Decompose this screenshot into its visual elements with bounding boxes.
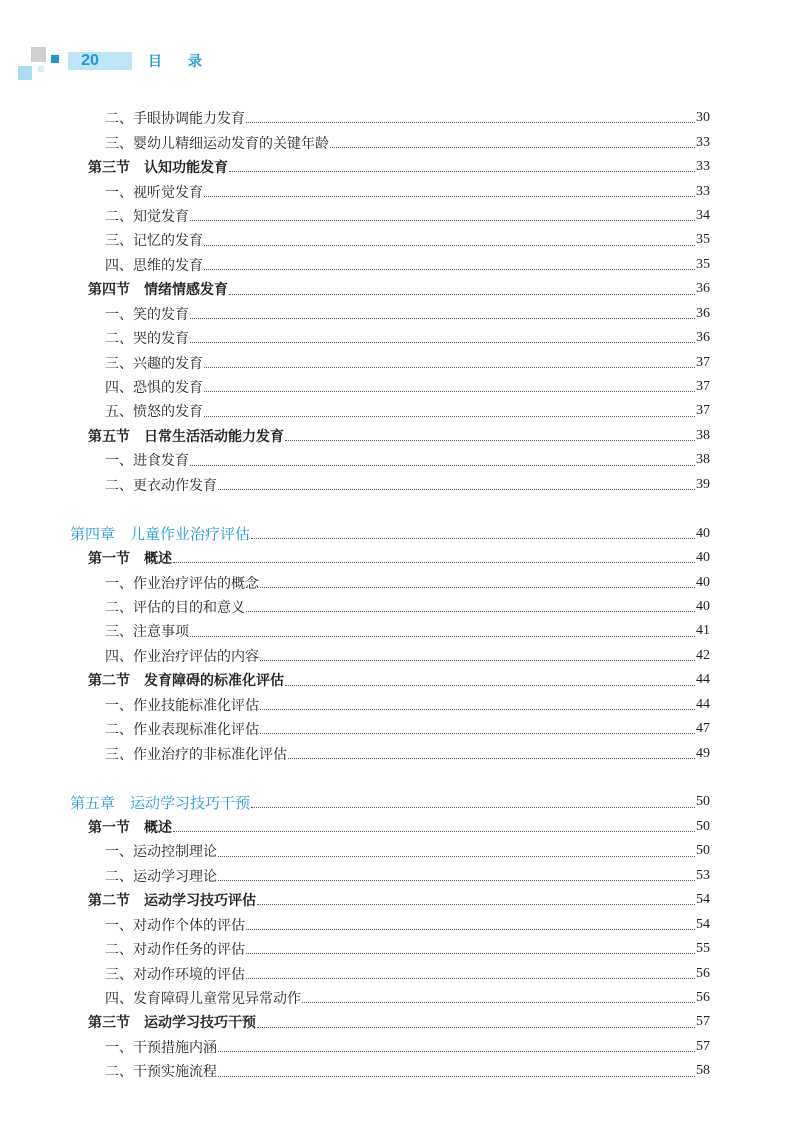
toc-entry-title: 四、发育障碍儿童常见异常动作 <box>105 991 301 1007</box>
toc-item-entry <box>0 228 800 252</box>
toc-item-entry <box>0 106 800 130</box>
toc-entry-title: 一、进食发育 <box>105 454 189 470</box>
toc-item-entry <box>0 1035 800 1059</box>
toc-entry-title: 第二节 发育障碍的标准化评估 <box>88 674 284 690</box>
toc-entry-title: 四、作业治疗评估的内容 <box>105 649 259 665</box>
leader-dots <box>260 587 695 588</box>
toc-entry-page-number: 33 <box>696 134 710 150</box>
toc-item-entry <box>0 302 800 326</box>
leader-dots <box>251 538 695 539</box>
toc-entry-title: 一、笑的发育 <box>105 307 189 323</box>
toc-entry-page-number: 53 <box>696 867 710 883</box>
toc-entry-page-number: 54 <box>696 916 710 932</box>
leader-dots <box>246 122 695 123</box>
table-of-contents <box>0 106 800 1084</box>
leader-dots <box>218 880 695 881</box>
toc-entry-title: 第三节 运动学习技巧干预 <box>88 1016 256 1032</box>
toc-entry-page-number: 33 <box>696 159 710 175</box>
toc-entry-page-number: 35 <box>696 256 710 272</box>
toc-entry-title: 二、运动学习理论 <box>105 869 217 885</box>
toc-entry-title: 二、哭的发育 <box>105 332 189 348</box>
toc-entry-page-number: 40 <box>696 574 710 590</box>
toc-entry-page-number: 37 <box>696 379 710 395</box>
toc-entry-title: 第五节 日常生活活动能力发育 <box>88 429 284 445</box>
leader-dots <box>302 1002 695 1003</box>
toc-section-entry <box>0 424 800 448</box>
toc-chapter-entry <box>0 521 800 545</box>
toc-item-entry <box>0 326 800 350</box>
toc-item-entry <box>0 839 800 863</box>
leader-dots <box>190 342 695 343</box>
toc-section-entry <box>0 1010 800 1034</box>
toc-item-entry <box>0 717 800 741</box>
toc-entry-title: 四、恐惧的发育 <box>105 381 203 397</box>
leader-dots <box>229 294 695 295</box>
toc-entry-title: 一、对动作个体的评估 <box>105 918 245 934</box>
toc-item-entry <box>0 448 800 472</box>
toc-item-entry <box>0 350 800 374</box>
leader-dots <box>204 245 695 246</box>
toc-item-entry <box>0 937 800 961</box>
toc-entry-page-number: 54 <box>696 892 710 908</box>
toc-entry-page-number: 36 <box>696 281 710 297</box>
toc-entry-title: 三、注意事项 <box>105 625 189 641</box>
toc-entry-page-number: 50 <box>696 843 710 859</box>
toc-item-entry <box>0 912 800 936</box>
leader-dots <box>257 904 695 905</box>
toc-entry-title: 第一节 概述 <box>88 820 172 836</box>
toc-entry-page-number: 55 <box>696 941 710 957</box>
toc-item-entry <box>0 570 800 594</box>
leader-dots <box>285 685 695 686</box>
header-decor-blue-square <box>51 55 59 63</box>
header-decor-light-square <box>18 66 32 80</box>
leader-dots <box>285 440 695 441</box>
toc-entry-title: 一、干预措施内涵 <box>105 1040 217 1056</box>
leader-dots <box>257 1027 695 1028</box>
leader-dots <box>246 978 695 979</box>
toc-section-entry <box>0 277 800 301</box>
toc-entry-title: 一、视听觉发育 <box>105 185 203 201</box>
leader-dots <box>218 856 695 857</box>
toc-entry-title: 三、作业治疗的非标准化评估 <box>105 747 287 763</box>
leader-dots <box>173 831 695 832</box>
toc-entry-title: 三、对动作环境的评估 <box>105 967 245 983</box>
leader-dots <box>246 929 695 930</box>
toc-entry-title: 二、干预实施流程 <box>105 1065 217 1081</box>
leader-dots <box>204 269 695 270</box>
toc-item-entry <box>0 595 800 619</box>
leader-dots <box>330 147 695 148</box>
toc-section-entry <box>0 888 800 912</box>
toc-entry-page-number: 33 <box>696 183 710 199</box>
toc-entry-title: 一、运动控制理论 <box>105 845 217 861</box>
toc-item-entry <box>0 204 800 228</box>
leader-dots <box>218 1076 695 1077</box>
toc-entry-page-number: 40 <box>696 598 710 614</box>
toc-item-entry <box>0 741 800 765</box>
toc-entry-title: 二、知觉发育 <box>105 209 189 225</box>
toc-item-entry <box>0 375 800 399</box>
toc-item-entry <box>0 179 800 203</box>
toc-entry-title: 四、思维的发育 <box>105 258 203 274</box>
leader-dots <box>260 660 695 661</box>
toc-item-entry <box>0 399 800 423</box>
header-decor-gray-square <box>31 47 46 62</box>
toc-entry-page-number: 34 <box>696 207 710 223</box>
toc-entry-page-number: 56 <box>696 965 710 981</box>
leader-dots <box>260 709 695 710</box>
toc-entry-page-number: 38 <box>696 427 710 443</box>
toc-entry-title: 第三节 认知功能发育 <box>88 161 228 177</box>
toc-entry-page-number: 44 <box>696 672 710 688</box>
toc-entry-page-number: 39 <box>696 476 710 492</box>
toc-section-entry <box>0 668 800 692</box>
toc-entry-page-number: 40 <box>696 550 710 566</box>
toc-item-entry <box>0 253 800 277</box>
toc-entry-page-number: 42 <box>696 647 710 663</box>
leader-dots <box>260 733 695 734</box>
toc-entry-page-number: 36 <box>696 305 710 321</box>
toc-entry-page-number: 49 <box>696 745 710 761</box>
toc-entry-title: 第一节 概述 <box>88 552 172 568</box>
toc-section-entry <box>0 155 800 179</box>
leader-dots <box>218 489 695 490</box>
leader-dots <box>288 758 695 759</box>
toc-entry-title: 三、记忆的发育 <box>105 234 203 250</box>
toc-entry-page-number: 56 <box>696 989 710 1005</box>
toc-section-entry <box>0 815 800 839</box>
leader-dots <box>204 391 695 392</box>
toc-entry-title: 第五章 运动学习技巧干预 <box>70 794 251 812</box>
toc-entry-page-number: 36 <box>696 330 710 346</box>
toc-entry-page-number: 47 <box>696 721 710 737</box>
leader-dots <box>190 465 695 466</box>
toc-item-entry <box>0 473 800 497</box>
toc-entry-title: 二、更衣动作发育 <box>105 478 217 494</box>
toc-entry-title: 三、兴趣的发育 <box>105 356 203 372</box>
toc-item-entry <box>0 130 800 154</box>
toc-entry-title: 五、愤怒的发育 <box>105 405 203 421</box>
toc-entry-title: 第四节 情绪情感发育 <box>88 283 228 299</box>
toc-entry-page-number: 37 <box>696 403 710 419</box>
toc-entry-title: 一、作业治疗评估的概念 <box>105 576 259 592</box>
toc-entry-page-number: 57 <box>696 1038 710 1054</box>
leader-dots <box>246 953 695 954</box>
toc-entry-page-number: 50 <box>696 794 710 810</box>
toc-item-entry <box>0 961 800 985</box>
leader-dots <box>229 171 695 172</box>
toc-entry-title: 二、对动作任务的评估 <box>105 943 245 959</box>
toc-item-entry <box>0 619 800 643</box>
page-title: 目 录 <box>148 53 208 69</box>
toc-entry-title: 二、手眼协调能力发育 <box>105 112 245 128</box>
leader-dots <box>173 562 695 563</box>
toc-entry-page-number: 57 <box>696 1014 710 1030</box>
toc-entry-page-number: 58 <box>696 1063 710 1079</box>
toc-entry-title: 二、评估的目的和意义 <box>105 600 245 616</box>
toc-entry-page-number: 38 <box>696 452 710 468</box>
toc-entry-title: 第二节 运动学习技巧评估 <box>88 894 256 910</box>
toc-entry-title: 三、婴幼儿精细运动发育的关键年龄 <box>105 136 329 152</box>
leader-dots <box>218 1051 695 1052</box>
toc-entry-title: 第四章 儿童作业治疗评估 <box>70 526 251 544</box>
toc-entry-page-number: 37 <box>696 354 710 370</box>
toc-item-entry <box>0 644 800 668</box>
page-number: 20 <box>81 52 99 69</box>
toc-entry-page-number: 40 <box>696 525 710 541</box>
toc-item-entry <box>0 864 800 888</box>
toc-entry-page-number: 35 <box>696 232 710 248</box>
leader-dots <box>190 636 695 637</box>
toc-entry-title: 一、作业技能标准化评估 <box>105 698 259 714</box>
toc-entry-page-number: 30 <box>696 110 710 126</box>
toc-entry-page-number: 41 <box>696 623 710 639</box>
leader-dots <box>190 318 695 319</box>
toc-entry-page-number: 44 <box>696 696 710 712</box>
toc-entry-title: 二、作业表现标准化评估 <box>105 723 259 739</box>
toc-item-entry <box>0 1059 800 1083</box>
toc-chapter-entry <box>0 790 800 814</box>
toc-item-entry <box>0 693 800 717</box>
leader-dots <box>246 611 695 612</box>
toc-item-entry <box>0 986 800 1010</box>
leader-dots <box>204 196 695 197</box>
leader-dots <box>204 416 695 417</box>
leader-dots <box>190 220 695 221</box>
toc-entry-page-number: 50 <box>696 818 710 834</box>
header-decor-tiny-square <box>38 66 44 72</box>
leader-dots <box>251 807 695 808</box>
leader-dots <box>204 367 695 368</box>
toc-section-entry <box>0 546 800 570</box>
